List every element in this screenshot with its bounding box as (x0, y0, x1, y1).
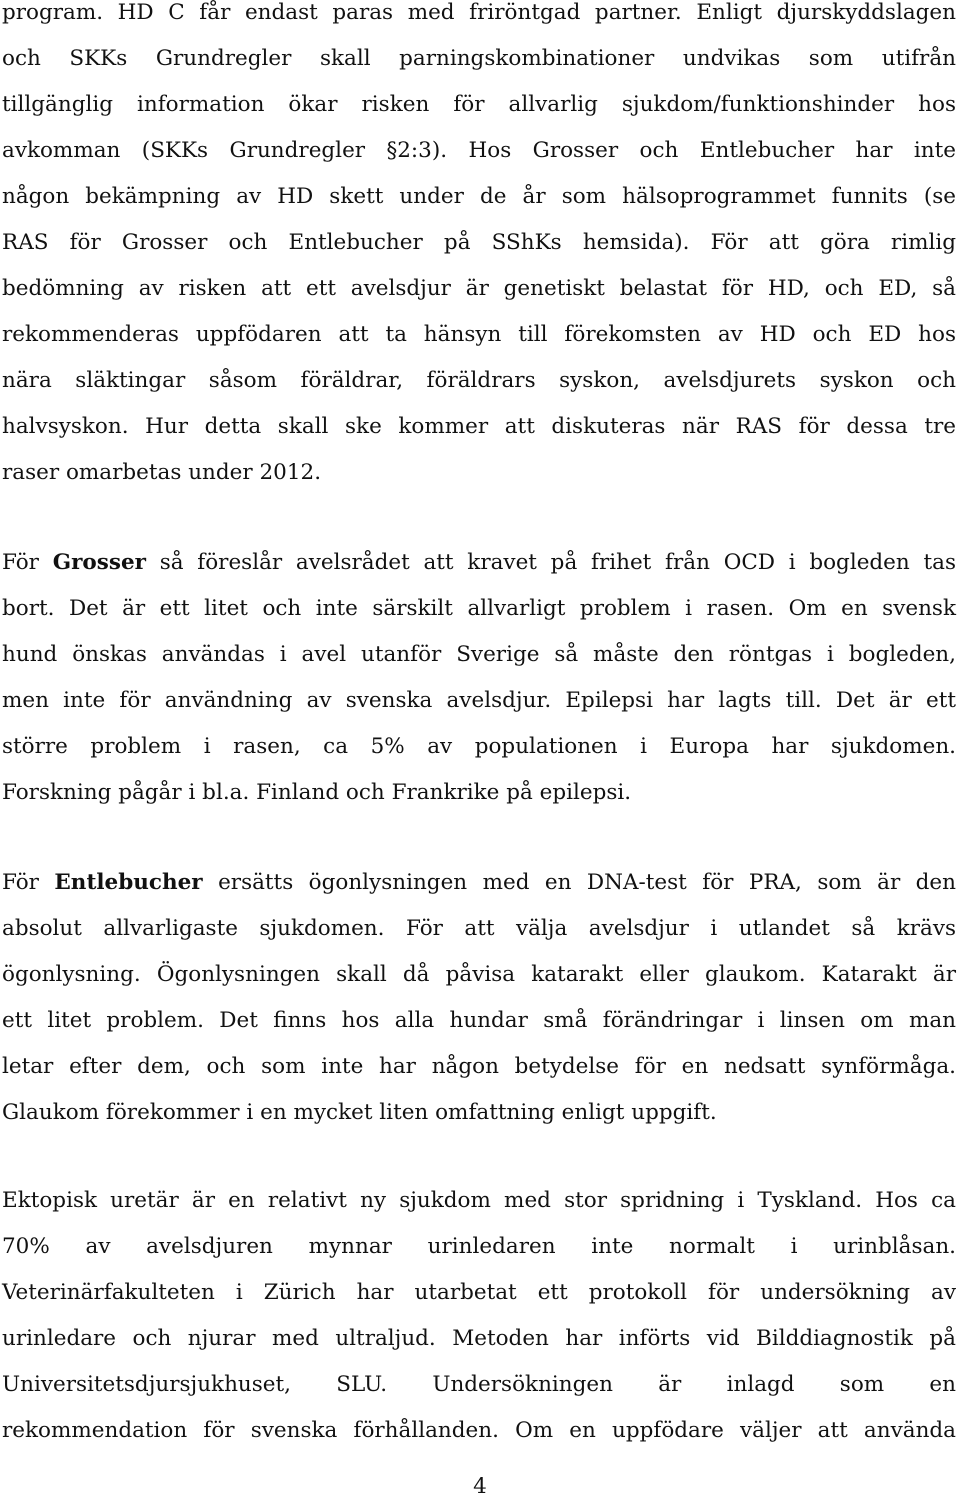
text-line: program. HD C får endast paras med friröntgad partner. Enligt djurskyddslagen (2, 0, 956, 25)
text-line (2, 868, 956, 898)
text-line: Universitetsdjursjukhuset, SLU. Undersökningen är inlagd som en (2, 1372, 956, 1397)
page-number: 4 (473, 1474, 487, 1499)
text-line: bedömning av risken att ett avelsdjur är genetiskt belastat för HD, och ED, så (2, 276, 956, 301)
breed-name-grosser: Grosser (52, 550, 146, 575)
text-line: urinledare och njurar med ultraljud. Metoden har införts vid Bilddiagnostik på (2, 1326, 956, 1351)
breed-name-entlebucher: Entlebucher (54, 870, 203, 895)
text-line: Forskning pågår i bl.a. Finland och Frankrike på epilepsi. (2, 780, 632, 805)
text-line: RAS för Grosser och Entlebucher på SShKs hemsida). För att göra rimlig (2, 230, 956, 255)
text-segment: så föreslår avelsrådet att kravet på frihet från OCD i bogleden tas (145, 550, 956, 575)
text-line: bort. Det är ett litet och inte särskilt allvarligt problem i rasen. Om en svensk (2, 596, 956, 621)
text-line: 70% av avelsdjuren mynnar urinledaren inte normalt i urinblåsan. (2, 1234, 956, 1259)
text-segment: För (2, 550, 53, 575)
text-line: Veterinärfakulteten i Zürich har utarbetat ett protokoll för undersökning av (2, 1280, 956, 1305)
text-line: Ektopisk uretär är en relativt ny sjukdom med stor spridning i Tyskland. Hos ca (2, 1188, 956, 1213)
text-line: hund önskas användas i avel utanför Sverige så måste den röntgas i bogleden, (2, 642, 956, 667)
text-line: absolut allvarligaste sjukdomen. För att välja avelsdjur i utlandet så krävs (2, 916, 956, 941)
text-line: rekommendation för svenska förhållanden. Om en uppfödare väljer att använda (2, 1418, 956, 1443)
text-line: ögonlysning. Ögonlysningen skall då påvisa katarakt eller glaukom. Katarakt är (2, 962, 956, 987)
text-line: tillgänglig information ökar risken för allvarlig sjukdom/funktionshinder hos (2, 92, 956, 117)
text-line: större problem i rasen, ca 5% av populationen i Europa har sjukdomen. (2, 734, 956, 759)
text-line: men inte för användning av svenska avelsdjur. Epilepsi har lagts till. Det är ett (2, 688, 956, 713)
text-line: och SKKs Grundregler skall parningskombinationer undvikas som utifrån (2, 46, 956, 71)
text-line: någon bekämpning av HD skett under de år som hälsoprogrammet funnits (se (2, 184, 956, 209)
text-line: rekommenderas uppfödaren att ta hänsyn till förekomsten av HD och ED hos (2, 322, 956, 347)
text-segment: ersätts ögonlysningen med en DNA-test för PRA, som är den (202, 870, 956, 895)
text-line: Glaukom förekommer i en mycket liten omfattning enligt uppgift. (2, 1100, 717, 1125)
text-line: halvsyskon. Hur detta skall ske kommer att diskuteras när RAS för dessa tre (2, 414, 956, 439)
text-line: ett litet problem. Det finns hos alla hundar små förändringar i linsen om man (2, 1008, 956, 1033)
text-segment: För (2, 870, 55, 895)
text-line: avkomman (SKKs Grundregler §2:3). Hos Grosser och Entlebucher har inte (2, 138, 956, 163)
text-line (2, 548, 956, 578)
text-line: letar efter dem, och som inte har någon betydelse för en nedsatt synförmåga. (2, 1054, 956, 1079)
text-line: nära släktingar såsom föräldrar, föräldrars syskon, avelsdjurets syskon och (2, 368, 956, 393)
text-line: raser omarbetas under 2012. (2, 460, 322, 485)
